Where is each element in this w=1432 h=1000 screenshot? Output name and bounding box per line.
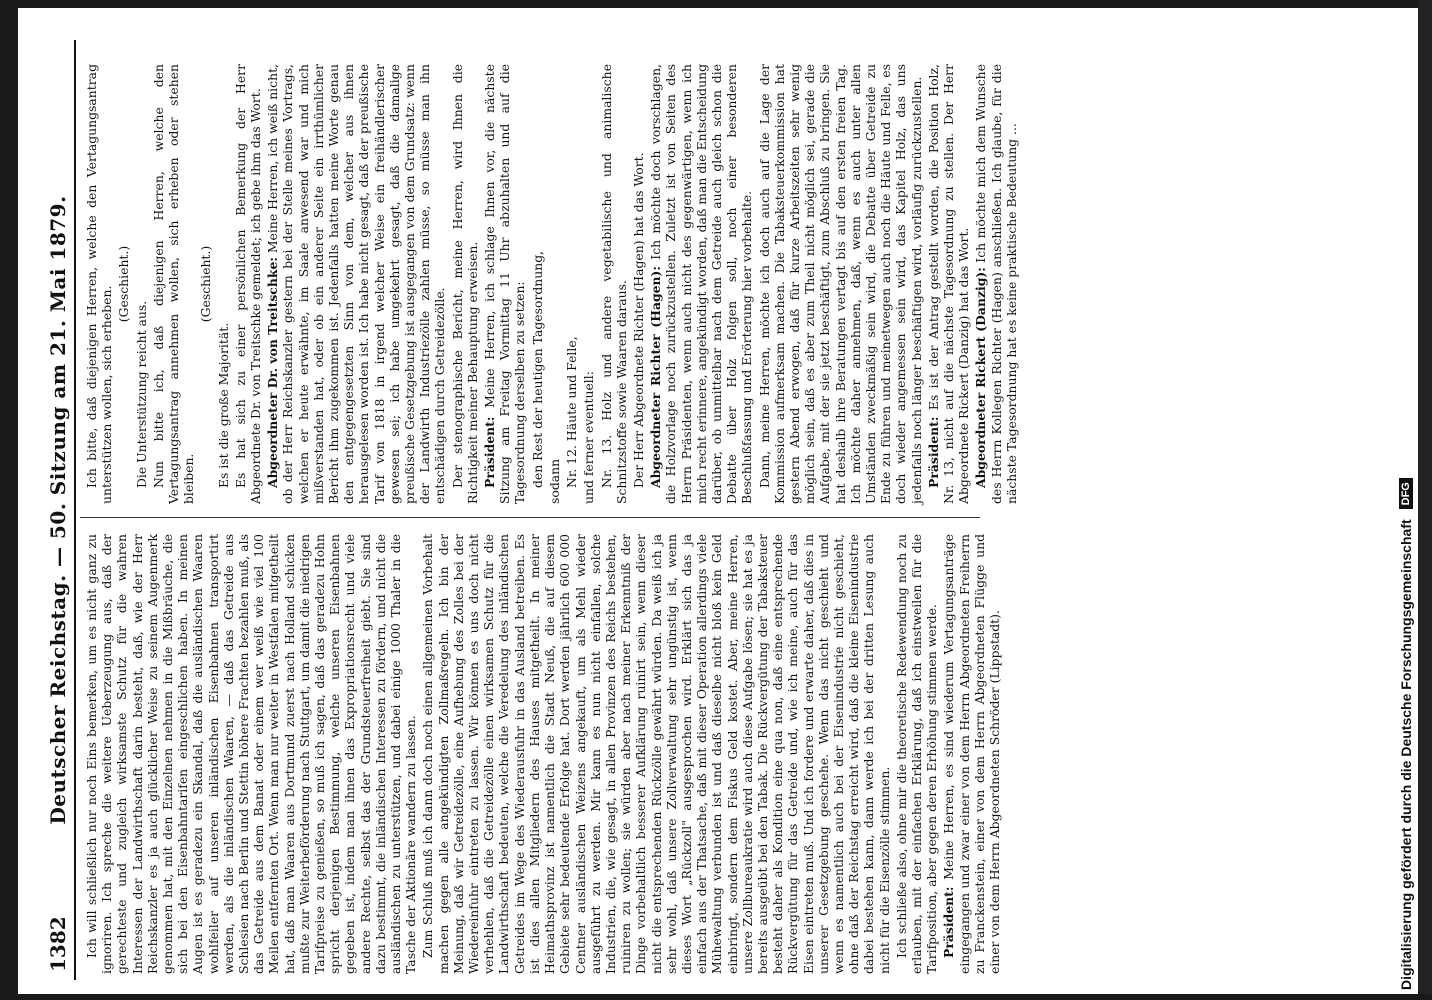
speaker-paragraph	[926, 64, 972, 504]
speaker-paragraph	[482, 64, 528, 504]
paragraph: Der stenographische Bericht, meine Herren, wird Ihnen die Richtigkeit meiner Behauptung erweisen.	[449, 64, 480, 504]
paragraph: und ferner eventuell:	[581, 371, 597, 504]
speaker-label: Abgeordneter Richter (Hagen):	[648, 266, 664, 488]
speaker-paragraph	[973, 64, 1019, 504]
scan-edge-top	[0, 0, 1432, 8]
speaker-label: Präsident:	[482, 416, 498, 488]
speaker-paragraph	[265, 64, 447, 504]
credit-text: Digitalisierung gefördert durch die Deutsche Forschungsgemeinschaft	[1398, 519, 1414, 990]
paragraph: sodann	[546, 458, 562, 504]
paragraph: Dann, meine Herren, möchte ich doch auch auf die Lage der Kommission aufmerksam machen. Die Tabaksteuerkommission hat gestern Abend erwogen, daß für kurze Arbeitszeiten sehr wenig möglich sein, daß es aber zum Theil nicht möglich sei, gerade die Aufgabe, mit der sie jetzt beschäftigt, zum Abschluß zu bringen. Sie hat deshalb ihre Beratungen vertagt bis auf den ersten freien Tag. Ich möchte daher annehmen, daß, wenn es auch unter allen Umständen zweckmäßig sein wird, die Debatte über Getreide zu Ende zu führen und meinetwegen auch noch die Häute und Felle, es doch wieder angemessen sein wird, das Kapitel Holz, das uns jedenfalls noch länger beschäftigen wird, vorläufig zurückzustellen.	[756, 64, 924, 504]
right-column	[84, 64, 1021, 504]
speaker-label: Präsident:	[941, 886, 957, 958]
scan-edge-right	[1418, 0, 1432, 1000]
paragraph: Die Unterstützung reicht aus.	[133, 300, 149, 488]
paragraph: Zum Schluß muß ich dann doch noch einen allgemeinen Vorbehalt machen gegen alle angekündigten Zollmaßregeln. Ich bin der Meinung, daß wir Getreidezölle, eine Aufhebung des Zolles bei der Wiedereinfuhr eintreten zu lassen. Wir können es uns doch nicht verhehlen, daß die Getreidezölle einen wirksamen Schutz für die Landwirthschaft bedeuten, welche die Veredelung des inländischen Getreides im Wege des Wiederausfuhr in das Ausland betreiben. Es ist dies allen Mitgliedern des Hauses mitgetheilt. In meiner Heimathsprovinz ist namentlich die Stadt Neuß, die auf diesem Gebiete sehr bedeutende Erfolge hat. Dort werden jährlich 600 000 Centner ausländischen Weizens angekauft, um als Mehl wieder ausgeführt zu werden. Mir kann es nun nicht einfallen, solche Industrien, die, wie gesagt, in allen Provinzen des Reichs bestehen, ruiniren zu wollen; sie würden aber nach meiner Erkenntniß der Dinge vorbehaltlich besserer Aufklärung ruinirt sein, wenn dieser nicht die entsprechenden Rückzölle gewährt würden. Da weiß ich ja sehr wohl, daß unsere Zollverwaltung sehr ungünstig ist, wenn dieses Wort „Rückzoll" ausgesprochen wird. Erklärt sich das ja einfach aus der Thatsache, daß mit dieser Operation allerdings viele Mühewaltung verbunden ist und daß dieselbe nicht bloß kein Geld einbringt, sondern dem Fiskus Geld kostet. Aber, meine Herren, unsere Zollbureaukratie wird auch diese Aufgabe lösen; sie hat es ja bereits ausgeübt bei den Tabak. Die Rückvergütung der Tabaksteuer besteht daher als Kondition eine qua non, daß eine entsprechende Rückvergütung für das Getreide und, wie ich meine, auch für das Eisen eintreten muß. Und ich fordere und erwarte daher, daß dies in unserer Gesetzgebung geschehe. Wenn das nicht geschieht und wenn es namentlich auch bei der Eisenindustrie nicht geschieht, ohne daß der Reichstag erreicht wird, daß die kleine Eisenindustrie dabei bestehen kann, dann werde ich bei der dritten Lesung auch nicht für die Eisenzölle stimmen.	[420, 534, 892, 974]
stage-direction: (Geschieht.)	[198, 245, 214, 323]
paragraph: Ich schließe also, ohne mir die theoretische Redewendung noch zu erlauben, mit der einfachen Erklärung, daß ich einstweilen für die Tarifposition, aber gegen deren Erhöhung stimmen werde.	[893, 534, 940, 974]
agenda-item: Nr. 12. Häute und Felle,	[564, 336, 580, 488]
speech-text: Es ist der Antrag gestellt worden, die Position Holz, Nr. 13, nicht auf die nächste Tagesordnung zu stellen. Der Herr Abgeordnete Rickert (Danzig) hat das Wort.	[925, 64, 972, 504]
agenda-item: den Rest der heutigen Tagesordnung,	[529, 250, 545, 488]
speaker-label: Abgeordneter Rickert (Danzig):	[973, 267, 989, 488]
speaker-label: Präsident:	[925, 416, 941, 488]
speaker-label: Abgeordneter Dr. von Treitschke:	[265, 257, 281, 488]
digitization-credit	[1392, 10, 1420, 990]
speaker-paragraph	[648, 64, 754, 504]
rotated-page	[40, 40, 1380, 980]
paragraph: Es hat sich zu einer persönlichen Bemerkung der Herr Abgeordnete Dr. von Treitschke gemeldet; ich gebe ihm das Wort.	[232, 64, 264, 504]
paragraph: Der Herr Abgeordnete Richter (Hagen) hat das Wort.	[630, 152, 646, 488]
speech-text: Ich möchte mich dem Wunsche des Herrn Kollegen Richter (Hagen) anschließen. Ich glaube, für die nächste Tagesordnung hat es keine praktische Bedeutung ...	[973, 64, 1019, 504]
page-number: 1382	[46, 916, 70, 972]
scan-edge-left	[0, 0, 18, 1000]
stage-direction: (Geschieht.)	[116, 245, 132, 323]
column-divider	[80, 517, 980, 518]
speech-text: Meine Herren, ich schlage Ihnen vor, die nächste Sitzung am Freitag Vormittag 11 Uhr abzuhalten und auf die Tagesordnung derselben zu setzen:	[482, 64, 528, 504]
dfg-logo: DFG	[1399, 478, 1413, 509]
paragraph: Ich will schließlich nur noch Eins bemerken, um es nicht ganz zu ignoriren. Ich spreche die weitere Ueberzeugung aus, daß der gerechteste und zugleich wirksamste Schutz für die wahren Interessen der Landwirthschaft darin besteht, daß, wie der Herr Reichskanzler es ja auch glücklicher Weise zu seinem Augenmerk genommen hat, mit den Einzelnen nehmen in die Mißbräuche, die sich bei den Eisenbahntarifen eingeschlichen haben. In meinen Augen ist es geradezu ein Skandal, daß die ausländischen Waaren wohlfeiler auf unseren inländischen Eisenbahnen transportirt werden, als die inländischen Waaren, — daß das Getreide aus Schlesien nach Berlin und Stettin höhere Frachten bezahlen muß, als das Getreide aus dem Banat oder einem wer weiß wie viel 100 Meilen entfernten Ort. Wenn man nur weiter in Westfalen mitgetheilt hat, daß man Waaren aus Dortmund zuerst nach Holland schicken mußte zur Weiterbeförderung nach Stuttgart, um damit die niedrigen Tarifpreise zu genießen, so muß ich sagen, daß das geradezu Hohn spricht derjenigen Bestimmung, welche unseren Eisenbahnen gegeben ist, indem man ihnen das Expropriationsrecht und viele andere Rechte, selbst das der Grundsteuerfreiheit giebt. Sie sind dazu bestimmt, die inländischen Interessen zu fördern, und nicht die ausländischen zu unterstützen, und dabei einige 1000 Thaler in die Tasche der Aktionäre wandern zu lassen.	[84, 534, 419, 974]
paragraph: Es ist die große Majorität.	[215, 322, 231, 488]
speech-text: Ich möchte doch vorschlagen, die Holzvorlage noch zurückzustellen. Zuletzt ist von Seiten des Herrn Präsidenten, wenn auch nicht des gegenwärtigen, wenn ich mich recht erinnere, angekündigt worden, daß man die Entscheidung darüber, ob unmittelbar nach dem Getreide auch gleich schon die Debatte über Holz folgen soll, noch einer besonderen Beschlußfassung und Erörterung hier vorbehalte.	[648, 64, 755, 504]
paragraph: Nun bitte ich, daß diejenigen Herren, welche den Vertagungsantrag annehmen wollen, sich erheben oder stehen bleiben.	[150, 64, 197, 504]
speech-text: Meine Herren, es sind wiederum Vertagungsanträge eingegangen und zwar einer von dem Herrn Abgeordneten Freiherrn zu Franckenstein, einer von dem Herrn Abgeordneten Flügge und einer von dem Herrn Abgeordneten Schröder (Lippstadt).	[941, 534, 1002, 974]
left-column	[84, 534, 1004, 974]
speech-text: Meine Herren, ich weiß nicht, ob der Herr Reichskanzler gestern bei der Stelle meines Vortrags, welchen er heute erwähnte, im Saale anwesend war und mich mißverstanden hat, oder ob ein anderer Seite ein irrthümlicher Bericht ihm zugekommen ist. Jedenfalls hatten meine Worte genau den entgegengesetzten Sinn von dem, welcher aus ihnen herausgelesen worden ist. Ich habe nicht gesagt, daß der preußische Tarif von 1818 in irgend welcher Weise ein freihändlerischer gewesen sei; ich habe umgekehrt gesagt, daß die damalige preußische Gesetzgebung ist ausgegangen von dem Grundsatz: wenn der Landwirth Industriezölle zahlen müsse, so müsse man ihn entschädigen durch Getreidezölle.	[265, 64, 448, 504]
speaker-paragraph	[941, 534, 1002, 974]
scan-edge-bottom	[0, 994, 1432, 1000]
agenda-item: Nr. 13. Holz und andere vegetabilische und animalische Schnitzstoffe sowie Waaren daraus.	[598, 64, 629, 504]
page-title: Deutscher Reichstag. — 50. Sitzung am 21. Mai 1879.	[46, 195, 70, 825]
paragraph: Ich bitte, daß diejenigen Herren, welche den Vertagungsantrag unterstützen wollen, sich erheben.	[84, 64, 115, 504]
running-head	[40, 40, 76, 980]
